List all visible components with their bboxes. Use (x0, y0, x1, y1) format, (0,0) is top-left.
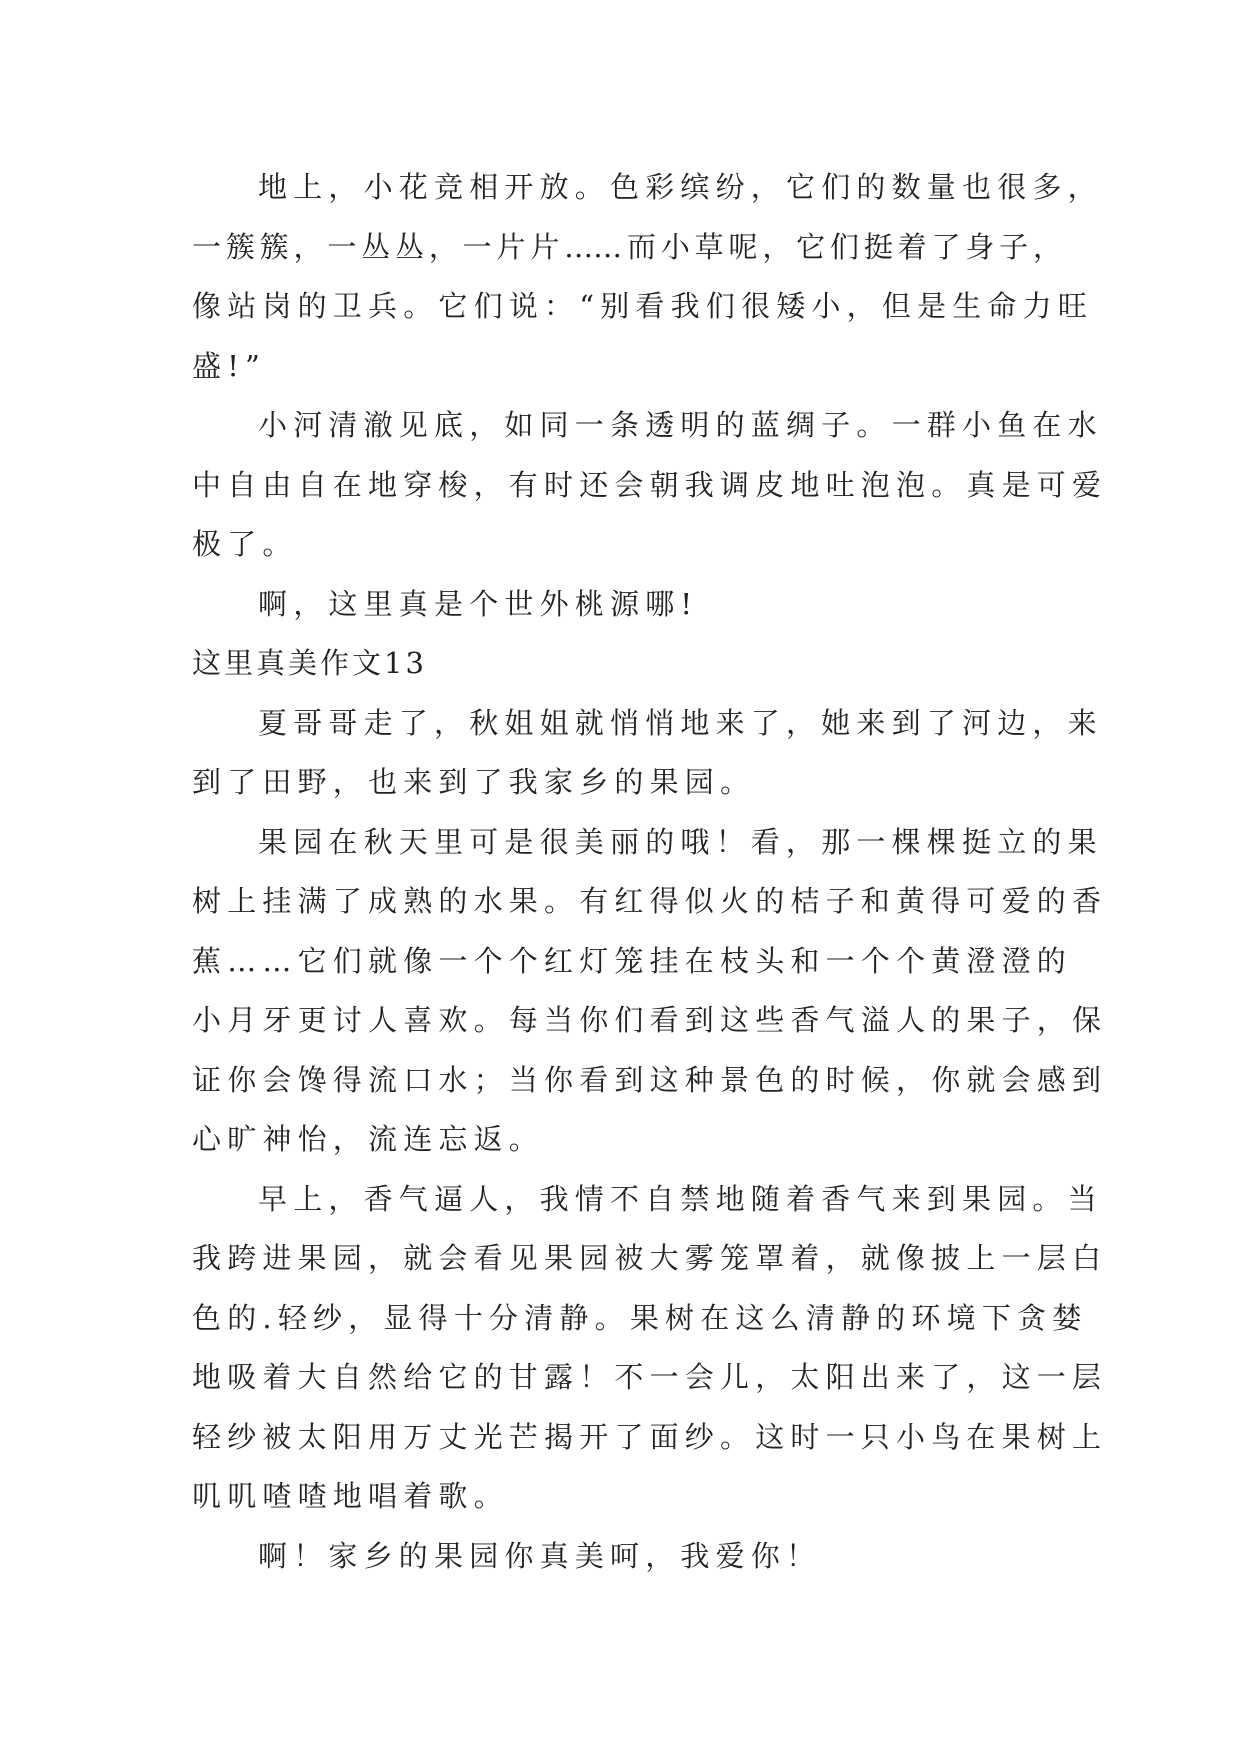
document-body (192, 158, 1108, 1586)
paragraph-line: 啊，这里真是个世外桃源哪! (258, 586, 699, 621)
paragraph-line: 地上，小花竞相开放。色彩缤纷，它们的数量也很多， (258, 170, 1103, 204)
paragraph-line: 像站岗的卫兵。它们说：“别看我们很矮小，但是生命力旺 (192, 289, 1094, 323)
paragraph-line: 我跨进果园，就会看见果园被大雾笼罩着，就像披上一层白 (192, 1241, 1108, 1275)
paragraph-line: 小月牙更讨人喜欢。每当你们看到这些香气溢人的果子，保 (192, 1003, 1108, 1037)
paragraph-line: 夏哥哥走了，秋姐姐就悄悄地来了，她来到了河边，来 (258, 705, 1103, 740)
paragraph-line: 早上，香气逼人，我情不自禁地随着香气来到果园。当 (258, 1181, 1103, 1216)
paragraph-line: 叽叽喳喳地唱着歌。 (192, 1479, 509, 1513)
paragraph-line: 盛!” (192, 348, 267, 383)
paragraph-line: 中自由自在地穿梭，有时还会朝我调皮地吐泡泡。真是可爱 (192, 467, 1108, 502)
paragraph-line: 色的.轻纱，显得十分清静。果树在这么清静的环境下贪婪 (192, 1300, 1088, 1335)
paragraph-line: 一簇簇，一丛丛，一片片……而小草呢，它们挺着了身子， (192, 229, 1062, 264)
paragraph-line: 极了。 (192, 527, 298, 561)
paragraph-line: 地吸着大自然给它的甘露！不一会儿，太阳出来了，这一层 (192, 1360, 1108, 1394)
paragraph-line: 啊！家乡的果园你真美呵，我爱你！ (258, 1538, 822, 1573)
paragraph-line: 到了田野，也来到了我家乡的果园。 (192, 765, 756, 799)
paragraph-line: 果园在秋天里可是很美丽的哦！看，那一棵棵挺立的果 (258, 824, 1103, 859)
paragraph-line: 证你会馋得流口水；当你看到这种景色的时候，你就会感到 (192, 1062, 1108, 1097)
paragraph-line: 心旷神怡，流连忘返。 (192, 1122, 545, 1156)
paragraph-line: 轻纱被太阳用万丈光芒揭开了面纱。这时一只小鸟在果树上 (192, 1419, 1108, 1454)
paragraph-line: 小河清澈见底，如同一条透明的蓝绸子。一群小鱼在水 (258, 408, 1103, 442)
section-heading: 这里真美作文13 (192, 646, 427, 680)
paragraph-line: 树上挂满了成熟的水果。有红得似火的桔子和黄得可爱的香 (192, 884, 1108, 918)
paragraph-line: 蕉……它们就像一个个红灯笼挂在枝头和一个个黄澄澄的 (192, 943, 1073, 978)
